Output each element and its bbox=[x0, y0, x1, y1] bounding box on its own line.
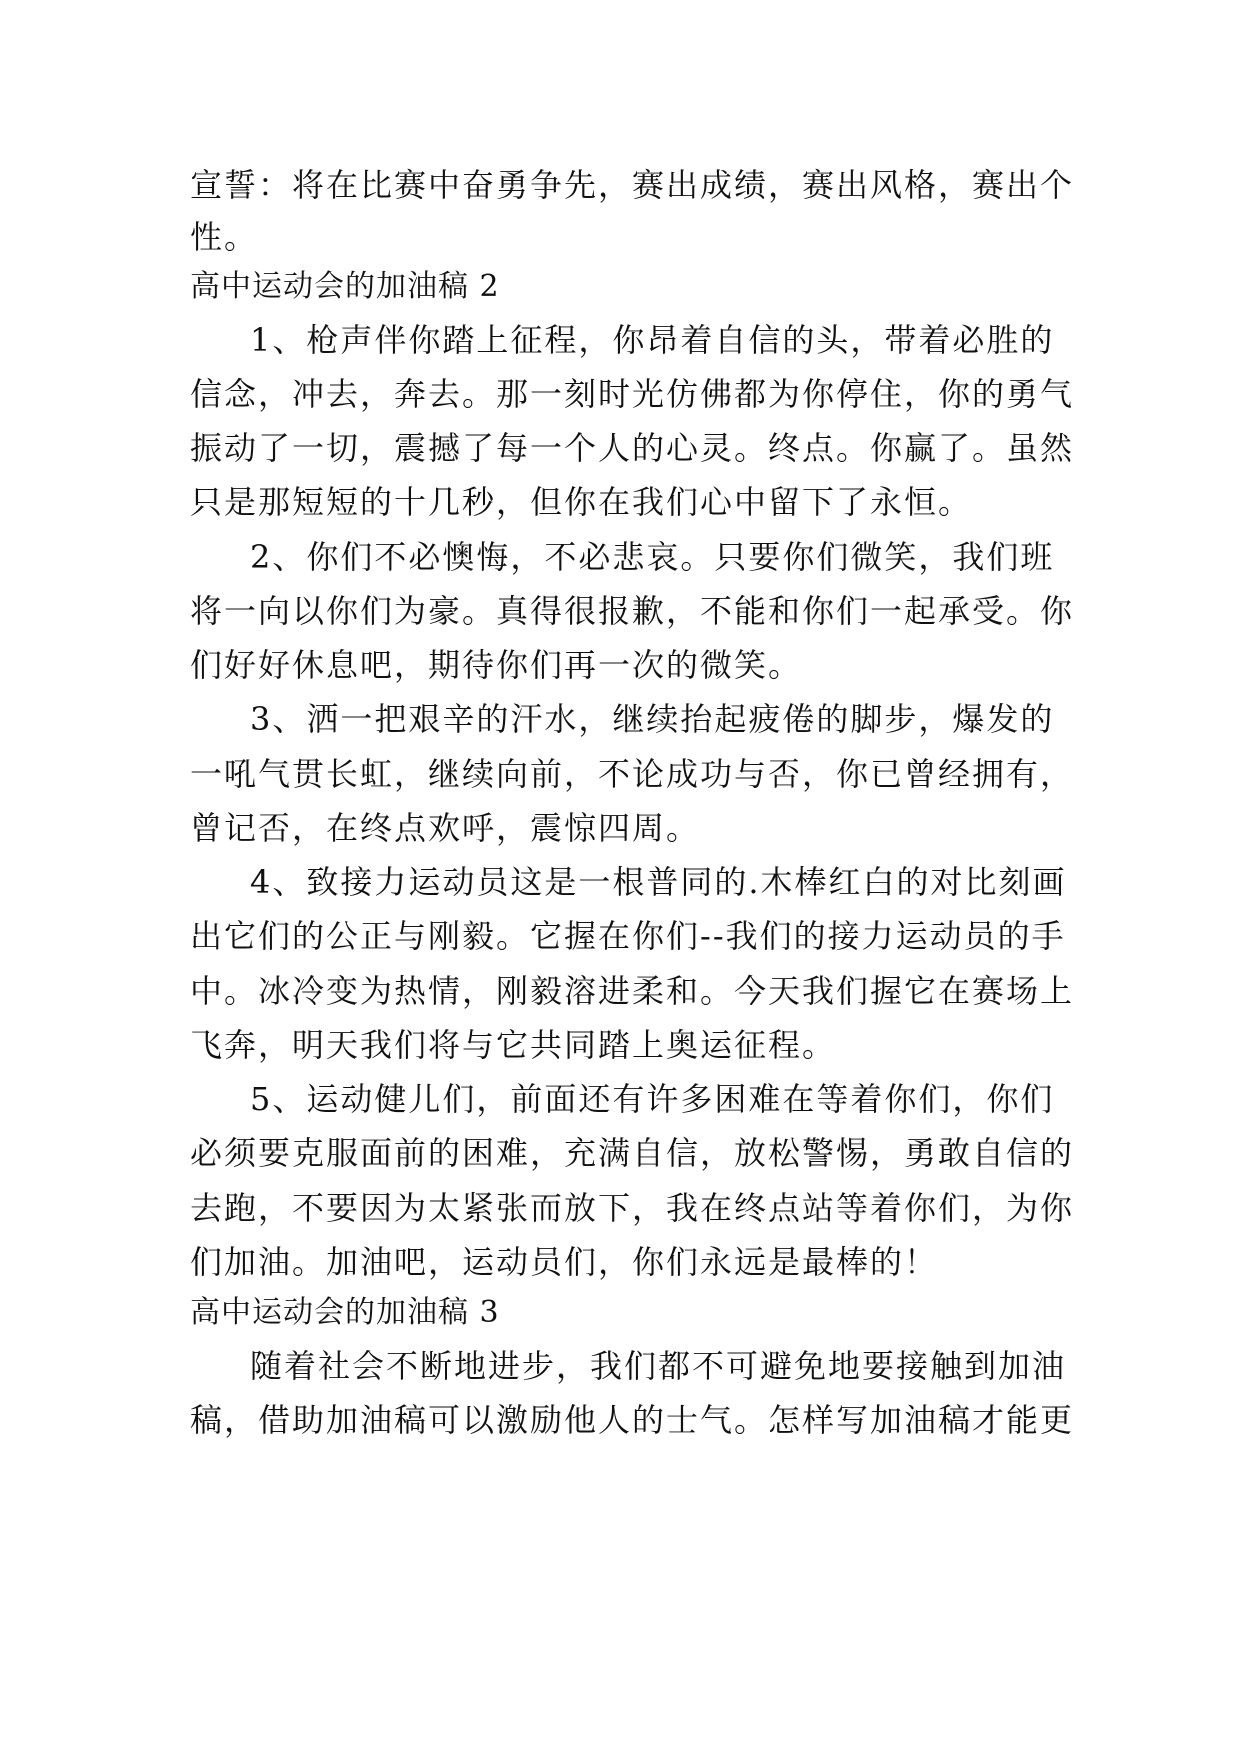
paragraph-line: 中。冰冷变为热情，刚毅溶进柔和。今天我们握它在赛场上 bbox=[190, 972, 1075, 1010]
paragraph-line: 去跑，不要因为太紧张而放下，我在终点站等着你们，为你 bbox=[190, 1189, 1075, 1227]
paragraph-line: 飞奔，明天我们将与它共同踏上奥运征程。 bbox=[190, 1026, 837, 1064]
paragraph-line: 只是那短短的十几秒，但你在我们心中留下了永恒。 bbox=[190, 483, 973, 521]
paragraph-line: 一吼气贯长虹，继续向前，不论成功与否，你已曾经拥有， bbox=[190, 755, 1075, 793]
paragraph-line: 2、你们不必懊悔，不必悲哀。只要你们微笑，我们班 bbox=[250, 538, 1055, 576]
paragraph-line: 必须要克服面前的困难，充满自信，放松警惕，勇敢自信的 bbox=[190, 1134, 1075, 1172]
paragraph-line: 性。 bbox=[190, 218, 259, 256]
paragraph-line: 稿，借助加油稿可以激励他人的士气。怎样写加油稿才能更 bbox=[190, 1401, 1075, 1439]
paragraph-line: 宣誓：将在比赛中奋勇争先，赛出成绩，赛出风格，赛出个 bbox=[190, 166, 1075, 204]
paragraph-line: 将一向以你们为豪。真得很报歉，不能和你们一起承受。你 bbox=[190, 592, 1075, 630]
paragraph-line: 曾记否，在终点欢呼，震惊四周。 bbox=[190, 809, 701, 847]
paragraph-line: 3、洒一把艰辛的汗水，继续抬起疲倦的脚步，爆发的 bbox=[250, 700, 1055, 738]
paragraph-line: 信念，冲去，奔去。那一刻时光仿佛都为你停住，你的勇气 bbox=[190, 375, 1075, 413]
section-heading-3: 高中运动会的加油稿 3 bbox=[190, 1295, 500, 1330]
paragraph-line: 们加油。加油吧，运动员们，你们永远是最棒的！ bbox=[190, 1243, 939, 1281]
paragraph-line: 5、运动健儿们，前面还有许多困难在等着你们，你们 bbox=[250, 1080, 1055, 1118]
paragraph-line: 随着社会不断地进步，我们都不可避免地要接触到加油 bbox=[250, 1347, 1067, 1385]
paragraph-line: 们好好休息吧，期待你们再一次的微笑。 bbox=[190, 646, 803, 684]
section-heading-2: 高中运动会的加油稿 2 bbox=[190, 269, 500, 304]
paragraph-line: 出它们的公正与刚毅。它握在你们--我们的接力运动员的手 bbox=[190, 917, 1066, 955]
paragraph-line: 4、致接力运动员这是一根普同的.木棒红白的对比刻画 bbox=[250, 863, 1067, 901]
paragraph-line: 振动了一切，震撼了每一个人的心灵。终点。你赢了。虽然 bbox=[190, 429, 1075, 467]
paragraph-line: 1、枪声伴你踏上征程，你昂着自信的头，带着必胜的 bbox=[250, 321, 1055, 359]
